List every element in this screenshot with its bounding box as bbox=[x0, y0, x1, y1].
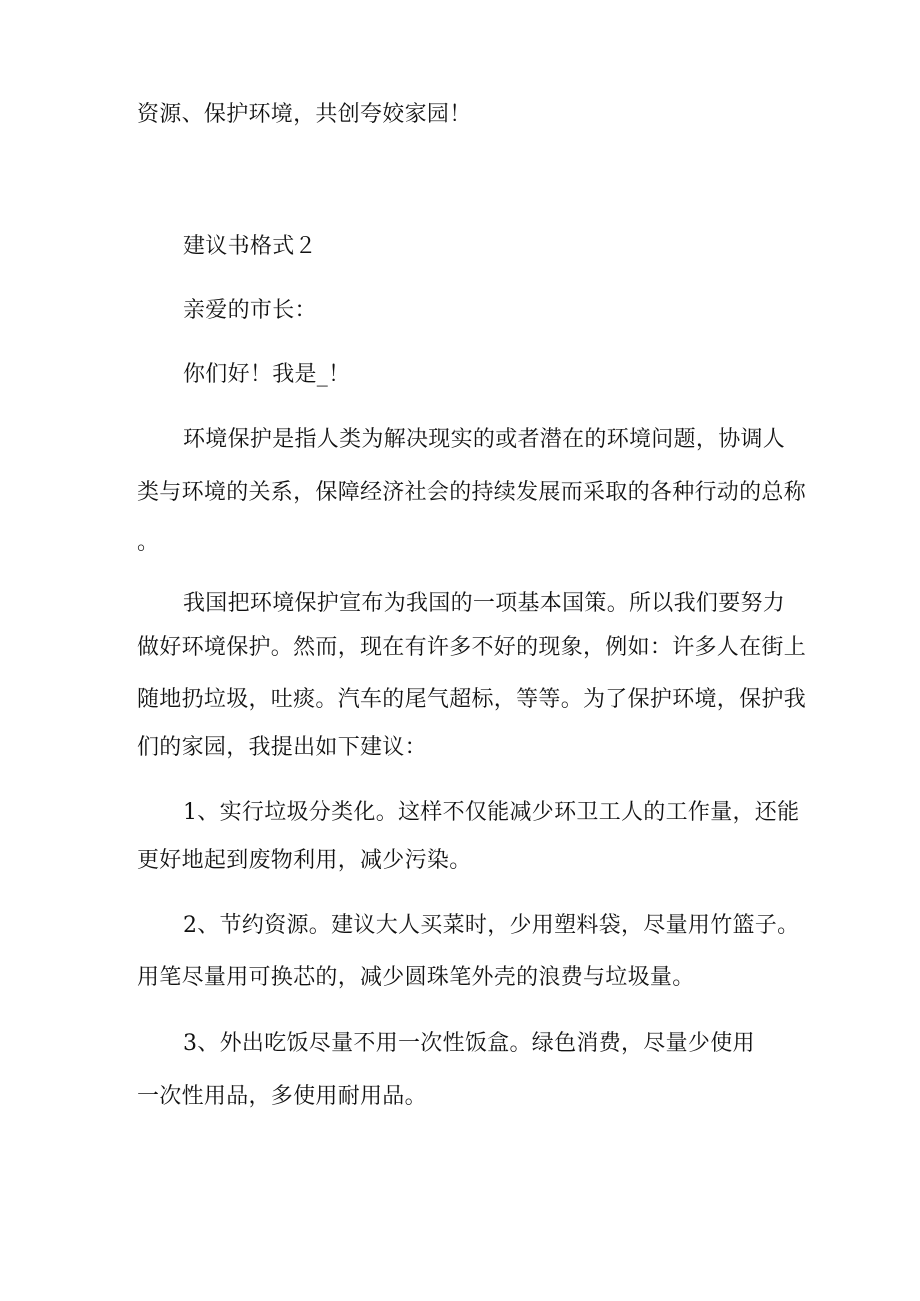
greeting: 你们好！我是_！ bbox=[183, 362, 351, 387]
suggestion-line: 一次性用品，多使用耐用品。 bbox=[137, 1084, 427, 1109]
paragraph-line: 们的家园，我提出如下建议： bbox=[137, 735, 427, 760]
continuation-line: 资源、保护环境，共创夸姣家园！ bbox=[137, 102, 472, 127]
salutation: 亲爱的市长： bbox=[183, 298, 317, 323]
suggestion-line: 用笔尽量用可换芯的，减少圆珠笔外壳的浪费与垃圾量。 bbox=[137, 965, 695, 990]
suggestion-line: 3、外出吃饭尽量不用一次性饭盒。绿色消费，尽量少使用 bbox=[183, 1031, 755, 1056]
section-title: 建议书格式２ bbox=[183, 234, 317, 259]
suggestion-line: 1、实行垃圾分类化。这样不仅能减少环卫工人的工作量，还能 bbox=[183, 800, 800, 825]
suggestion-line: 2、节约资源。建议大人买菜时，少用塑料袋，尽量用竹篮子。 bbox=[183, 913, 800, 938]
paragraph-line: 类与环境的关系，保障经济社会的持续发展而采取的各种行动的总称 bbox=[137, 480, 807, 505]
paragraph-line: 。 bbox=[137, 530, 160, 555]
paragraph-line: 随地扔垃圾，吐痰。汽车的尾气超标，等等。为了保护环境，保护我 bbox=[137, 687, 807, 712]
paragraph-line: 我国把环境保护宣布为我国的一项基本国策。所以我们要努力 bbox=[183, 591, 786, 616]
suggestion-line: 更好地起到废物利用，减少污染。 bbox=[137, 848, 472, 873]
paragraph-line: 做好环境保护。然而，现在有许多不好的现象，例如：许多人在街上 bbox=[137, 635, 807, 660]
paragraph-line: 环境保护是指人类为解决现实的或者潜在的环境问题，协调人 bbox=[183, 427, 786, 452]
